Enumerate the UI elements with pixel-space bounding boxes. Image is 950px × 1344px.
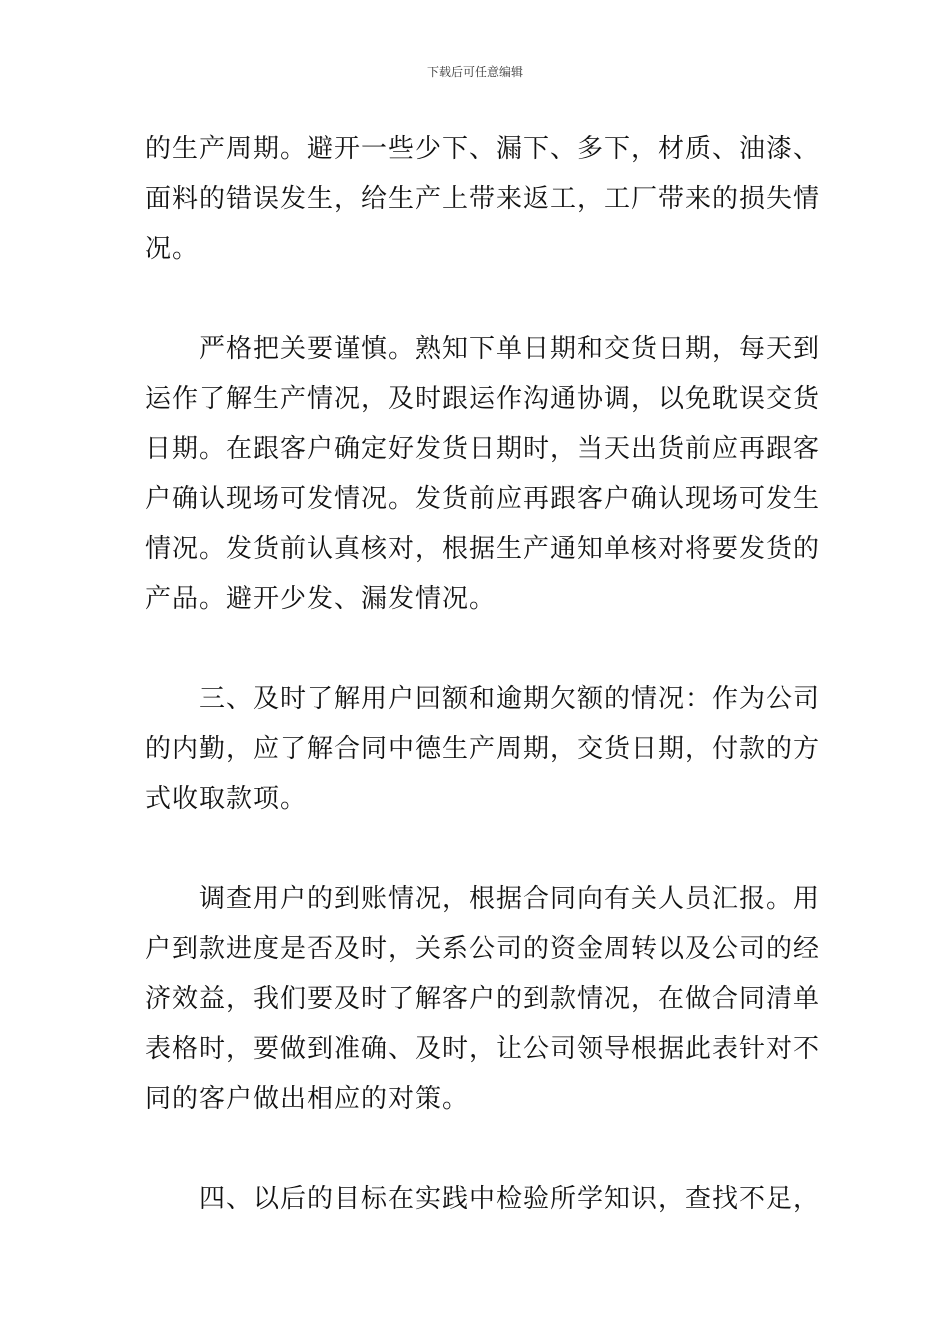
text-line: 的生产周期。避开一些少下、漏下、多下，材质、油漆、 — [145, 134, 821, 164]
paragraph — [145, 1174, 821, 1224]
paragraph — [145, 674, 821, 824]
text-line: 济效益，我们要及时了解客户的到款情况，在做合同清单 — [145, 984, 821, 1014]
text-line: 严格把关要谨慎。熟知下单日期和交货日期，每天到 — [199, 334, 821, 364]
page-header: 下载后可任意编辑 — [426, 65, 523, 79]
text-line: 户到款进度是否及时，关系公司的资金周转以及公司的经 — [145, 934, 821, 964]
text-line: 式收取款项。 — [145, 784, 308, 814]
document-body — [145, 124, 821, 1274]
text-line: 调查用户的到账情况，根据合同向有关人员汇报。用 — [199, 884, 821, 914]
text-line: 表格时，要做到准确、及时，让公司领导根据此表针对不 — [145, 1034, 821, 1064]
text-line: 产品。避开少发、漏发情况。 — [145, 584, 497, 614]
text-line: 户确认现场可发情况。发货前应再跟客户确认现场可发生 — [145, 484, 821, 514]
text-line: 面料的错误发生，给生产上带来返工，工厂带来的损失情 — [145, 184, 821, 214]
text-line: 况。 — [145, 234, 200, 264]
paragraph — [145, 124, 821, 274]
paragraph — [145, 324, 821, 624]
text-line: 的内勤，应了解合同中德生产周期，交货日期，付款的方 — [145, 734, 821, 764]
text-line: 运作了解生产情况，及时跟运作沟通协调，以免耽误交货 — [145, 384, 821, 414]
text-line: 情况。发货前认真核对，根据生产通知单核对将要发货的 — [145, 534, 821, 564]
text-line: 四、以后的目标在实践中检验所学知识，查找不足， — [199, 1184, 821, 1214]
paragraph — [145, 874, 821, 1124]
text-line: 同的客户做出相应的对策。 — [145, 1084, 470, 1114]
text-line: 三、及时了解用户回额和逾期欠额的情况：作为公司 — [199, 684, 821, 714]
text-line: 日期。在跟客户确定好发货日期时，当天出货前应再跟客 — [145, 434, 821, 464]
